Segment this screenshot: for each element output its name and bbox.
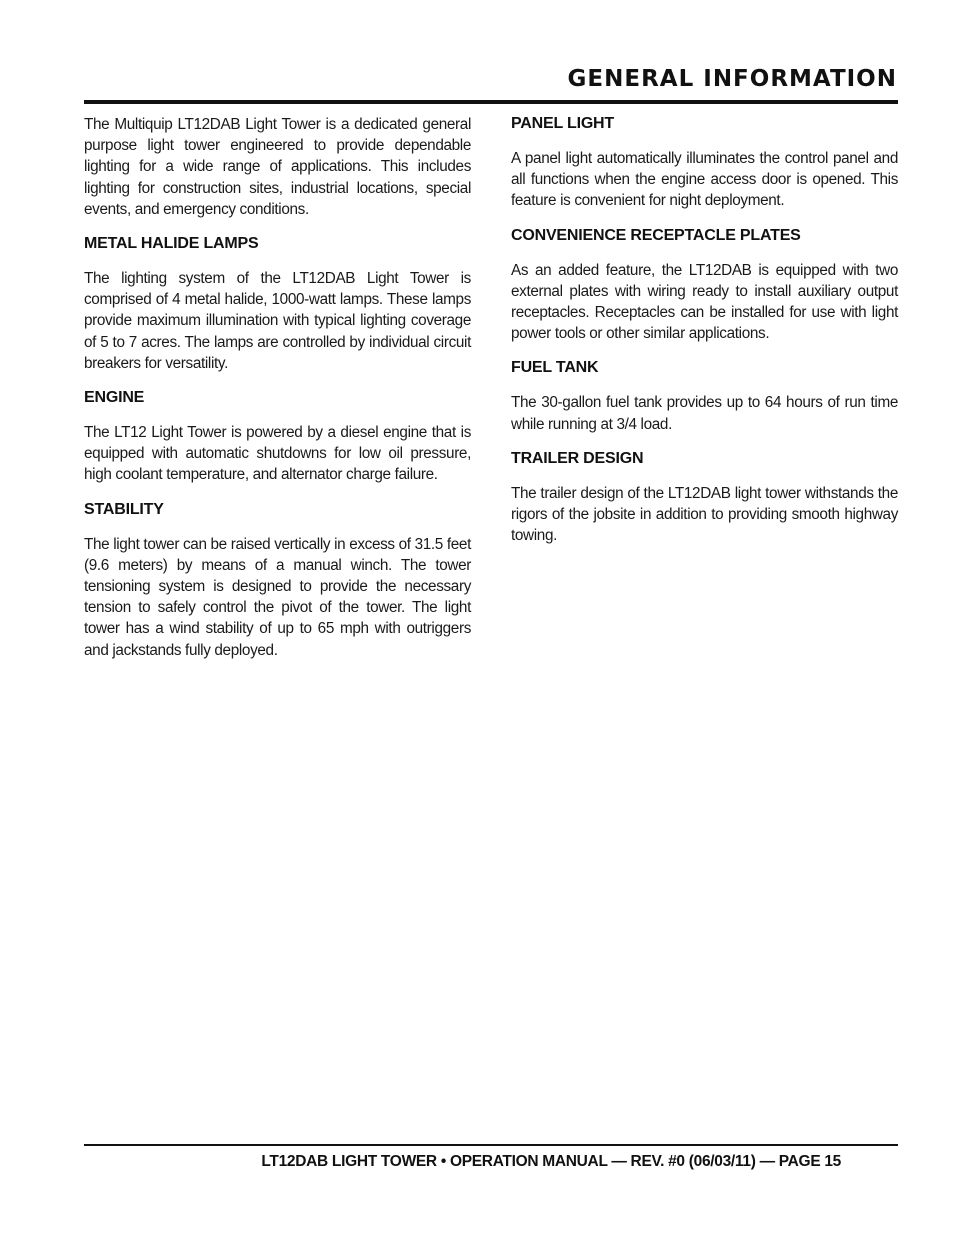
stability-paragraph: The light tower can be raised vertically in excess of 31.5 feet (9.6 meters) by means of a manual winch. The tower tensioning system is designed to provide the necessary tension to safely control the pivot of the tower. The light tower has a wind stability of up to 65 mph with outriggers and jackstands fully deployed. xyxy=(84,535,471,659)
section-heading-panel-light: PANEL LIGHT xyxy=(511,115,614,132)
fuel-tank-paragraph: The 30-gallon fuel tank provides up to 64 hours of run time while running at 3/4 load. xyxy=(511,394,898,433)
section-heading-fuel-tank: FUEL TANK xyxy=(511,359,599,377)
page-title: GENERAL INFORMATION xyxy=(567,66,897,92)
footer-divider xyxy=(84,1144,898,1146)
right-column xyxy=(511,114,898,560)
intro-paragraph: The Multiquip LT12DAB Light Tower is a dedicated general purpose light tower engineered to provide dependable lighting for a wide range of applications. This includes lighting for construction sites, industrial locations, special events, and emergency conditions. xyxy=(84,116,471,218)
panel-light-paragraph: A panel light automatically illuminates the control panel and all functions when the engine access door is opened. This feature is convenient for night deployment. xyxy=(511,150,898,210)
section-heading-engine: ENGINE xyxy=(84,389,145,407)
convenience-receptacle-plates-paragraph: As an added feature, the LT12DAB is equipped with two external plates with wiring ready to install auxiliary output receptacles. Receptacles can be installed for use with light power tools or other similar applications. xyxy=(511,261,898,343)
page-footer: LT12DAB LIGHT TOWER • OPERATION MANUAL — REV. #0 (06/03/11) — PAGE 15 xyxy=(261,1153,841,1170)
section-heading-metal-halide-lamps: METAL HALIDE LAMPS xyxy=(84,235,259,253)
engine-paragraph: The LT12 Light Tower is powered by a diesel engine that is equipped with automatic shutdowns for low oil pressure, high coolant temperature, and alternator charge failure. xyxy=(84,424,471,484)
header-divider xyxy=(84,100,898,104)
section-heading-stability: STABILITY xyxy=(84,500,164,518)
section-heading-trailer-design: TRAILER DESIGN xyxy=(511,449,644,467)
left-column xyxy=(84,114,471,675)
section-heading-convenience-receptacle-plates: CONVENIENCE RECEPTACLE PLATES xyxy=(511,226,801,244)
metal-halide-lamps-paragraph: The lighting system of the LT12DAB Light Tower is comprised of 4 metal halide, 1000-watt lamps. These lamps provide maximum illumination with typical lighting coverage of 5 to 7 acres. The lamps are controlled by individual circuit breakers for versatility. xyxy=(84,270,471,372)
trailer-design-paragraph: The trailer design of the LT12DAB light tower withstands the rigors of the jobsite in addition to providing smooth highway towing. xyxy=(511,484,898,545)
